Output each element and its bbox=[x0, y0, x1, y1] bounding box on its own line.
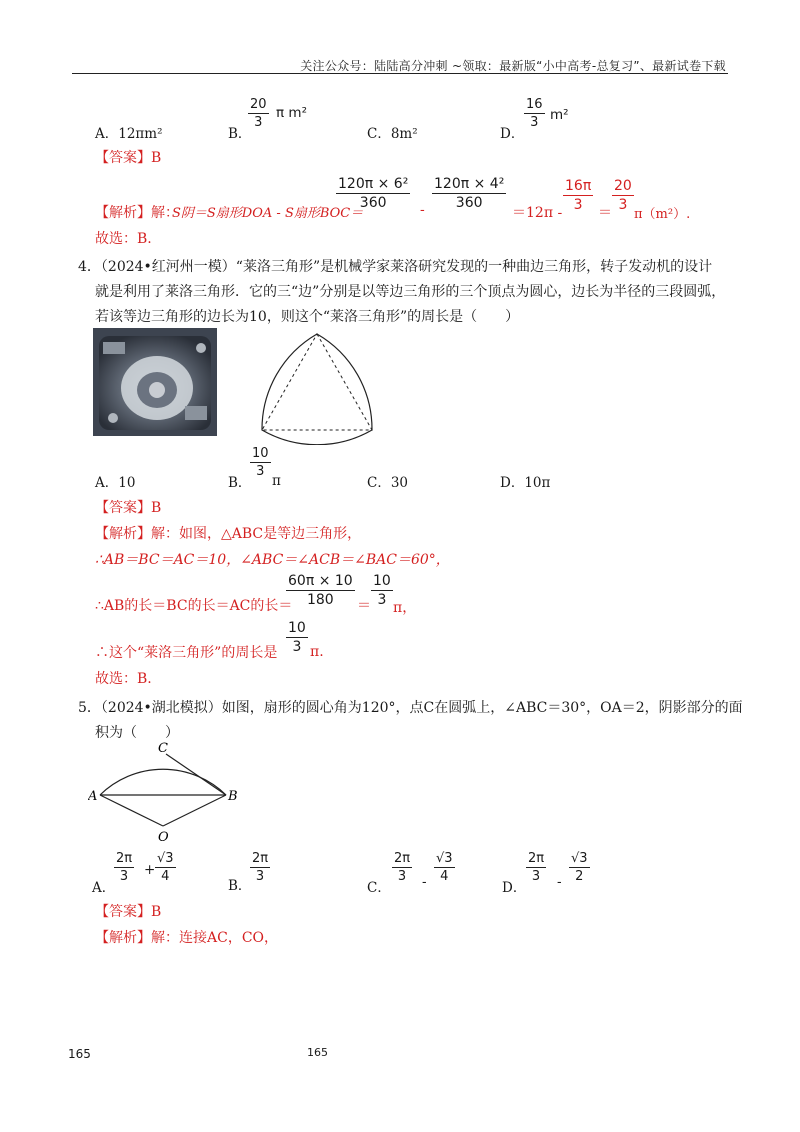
q3-choice: 故选：B. bbox=[95, 231, 152, 247]
q3-analysis-prefix: 【解析】解： bbox=[95, 205, 179, 221]
denominator: 3 bbox=[256, 464, 265, 479]
q3-analysis-equation: S阴＝S扇形DOA - S扇形BOC＝ bbox=[172, 206, 364, 221]
q4-analysis-line-2: ∴AB＝BC＝AC＝10，∠ABC＝∠ACB＝∠BAC＝60°， bbox=[95, 552, 450, 568]
header-divider bbox=[72, 73, 728, 74]
denominator: 360 bbox=[359, 195, 387, 211]
q4-stem-line-2: 就是利用了莱洛三角形．它的三“边”分别是以等边三角形的三个顶点为圆心，边长为半径的三段圆弧， bbox=[95, 284, 726, 300]
q3-fraction-1 bbox=[336, 176, 410, 211]
denominator: 3 bbox=[530, 115, 539, 130]
q5-option-d-fraction-1 bbox=[526, 851, 546, 884]
page-number-center: 165 bbox=[307, 1046, 328, 1059]
q4-analysis-fraction-1 bbox=[286, 573, 355, 608]
numerator: 2π bbox=[394, 851, 411, 866]
denominator: 3 bbox=[397, 869, 407, 884]
q4-perimeter-fraction bbox=[286, 620, 308, 655]
numerator: 2π bbox=[116, 851, 133, 866]
q5-option-b-label: B． bbox=[228, 878, 252, 894]
q3-minus: - bbox=[420, 202, 425, 218]
q5-analysis: 【解析】解：连接AC，CO， bbox=[95, 930, 279, 946]
q5-option-c-fraction-2 bbox=[434, 851, 455, 884]
q4-answer: 【答案】B bbox=[95, 500, 162, 516]
q5-stem-line-2: 积为（ ） bbox=[95, 725, 179, 741]
q5-option-c-operator: - bbox=[422, 874, 427, 890]
denominator: 3 bbox=[254, 115, 263, 130]
q4-stem-line-1: 4．（2024•红河州一模）“莱洛三角形”是机械学家莱洛研究发现的一种曲边三角形，转子发动机的设计 bbox=[78, 259, 713, 275]
denominator: 180 bbox=[306, 592, 334, 608]
q5-option-a-operator: + bbox=[144, 862, 156, 878]
q4-analysis-line-1: 【解析】解：如图，△ABC是等边三角形， bbox=[95, 526, 362, 542]
q4-option-a: A．10 bbox=[95, 475, 136, 491]
numerator: 16 bbox=[526, 97, 543, 112]
point-o-label: O bbox=[158, 830, 169, 845]
q3-option-d-unit: m² bbox=[550, 107, 569, 123]
q3-eq-3: ＝ bbox=[598, 205, 612, 221]
q5-option-a-fraction-2 bbox=[155, 851, 176, 884]
numerator: 120π × 4² bbox=[434, 176, 505, 192]
q3-eq-2: ＝12π - bbox=[512, 205, 563, 221]
page-header: 关注公众号：陆陆高分冲刺 ~领取：最新版“小中高考-总复习”、最新试卷下载 bbox=[300, 59, 726, 73]
q4-perimeter-unit: π. bbox=[310, 644, 324, 660]
denominator: 360 bbox=[455, 195, 483, 211]
sector-diagram bbox=[88, 740, 248, 845]
q3-option-d-label: D． bbox=[500, 126, 525, 142]
chord-cb bbox=[166, 754, 226, 795]
denominator: 4 bbox=[161, 869, 170, 884]
q3-option-d-fraction bbox=[524, 97, 545, 130]
q4-analysis-line-3: ∴AB的长＝BC的长＝AC的长＝ bbox=[95, 598, 293, 614]
q4-option-d: D．10π bbox=[500, 475, 551, 491]
q5-option-d-operator: - bbox=[557, 874, 562, 890]
q5-stem-line-1: 5．（2024•湖北模拟）如图，扇形的圆心角为120°，点C在圆弧上，∠ABC＝30°，OA＝2，阴影部分的面 bbox=[78, 700, 743, 716]
q5-option-d-fraction-2 bbox=[569, 851, 590, 884]
numerator: 60π × 10 bbox=[288, 573, 353, 589]
numerator: 2π bbox=[528, 851, 545, 866]
q4-option-b-unit: π bbox=[272, 473, 281, 489]
q3-answer: 【答案】B bbox=[95, 150, 162, 166]
numerator: 10 bbox=[288, 620, 306, 636]
rotary-engine-photo bbox=[93, 328, 217, 436]
denominator: 4 bbox=[440, 869, 449, 884]
numerator: √3 bbox=[436, 851, 453, 866]
denominator: 3 bbox=[618, 197, 628, 213]
q5-answer: 【答案】B bbox=[95, 904, 162, 920]
numerator: 20 bbox=[250, 97, 267, 112]
denominator: 3 bbox=[292, 639, 302, 655]
denominator: 3 bbox=[255, 869, 265, 884]
numerator: 120π × 6² bbox=[338, 176, 409, 192]
q3-option-b-unit: π m² bbox=[276, 105, 307, 121]
q4-option-c: C．30 bbox=[367, 475, 409, 491]
q4-option-b-fraction bbox=[250, 446, 271, 479]
numerator: √3 bbox=[571, 851, 588, 866]
numerator: 20 bbox=[614, 178, 632, 194]
numerator: 16π bbox=[565, 178, 592, 194]
q3-option-c: C．8m² bbox=[367, 126, 418, 142]
q4-analysis-eq: ＝ bbox=[357, 598, 371, 614]
denominator: 2 bbox=[575, 869, 584, 884]
denominator: 3 bbox=[573, 197, 583, 213]
radius-ob bbox=[163, 795, 226, 826]
q4-analysis-fraction-2 bbox=[371, 573, 393, 608]
numerator: 10 bbox=[373, 573, 391, 589]
q5-option-d-label: D． bbox=[502, 880, 527, 896]
q3-fraction-2 bbox=[432, 176, 506, 211]
q5-option-c-label: C． bbox=[367, 880, 391, 896]
q4-option-b-label: B． bbox=[228, 475, 252, 491]
q5-option-b-fraction bbox=[250, 851, 270, 884]
denominator: 3 bbox=[377, 592, 387, 608]
q5-option-c-fraction-1 bbox=[392, 851, 412, 884]
numerator: 10 bbox=[252, 446, 269, 461]
q4-analysis-line-4: ∴这个“莱洛三角形”的周长是 bbox=[95, 645, 278, 661]
q5-option-a-label: A． bbox=[92, 880, 116, 896]
q3-fraction-4 bbox=[612, 178, 634, 213]
q3-option-a: A．12πm² bbox=[95, 126, 163, 142]
q5-option-a-fraction-1 bbox=[114, 851, 134, 884]
q4-stem-line-3: 若该等边三角形的边长为10，则这个“莱洛三角形”的周长是（ ） bbox=[95, 309, 520, 325]
denominator: 3 bbox=[531, 869, 541, 884]
q3-option-b-fraction bbox=[248, 97, 269, 130]
page-number-left: 165 bbox=[68, 1047, 91, 1061]
numerator: √3 bbox=[157, 851, 174, 866]
numerator: 2π bbox=[252, 851, 269, 866]
radius-oa bbox=[100, 795, 163, 826]
q4-choice: 故选：B. bbox=[95, 671, 152, 687]
q3-unit: π（m²）. bbox=[634, 207, 691, 222]
point-b-label: B bbox=[228, 789, 238, 804]
q3-option-b-label: B． bbox=[228, 126, 252, 142]
denominator: 3 bbox=[119, 869, 129, 884]
reuleaux-triangle-diagram bbox=[255, 330, 380, 445]
point-a-label: A bbox=[88, 789, 98, 804]
q4-analysis-unit: π， bbox=[393, 600, 417, 616]
point-c-label: C bbox=[158, 741, 168, 756]
q3-fraction-3 bbox=[563, 178, 593, 213]
